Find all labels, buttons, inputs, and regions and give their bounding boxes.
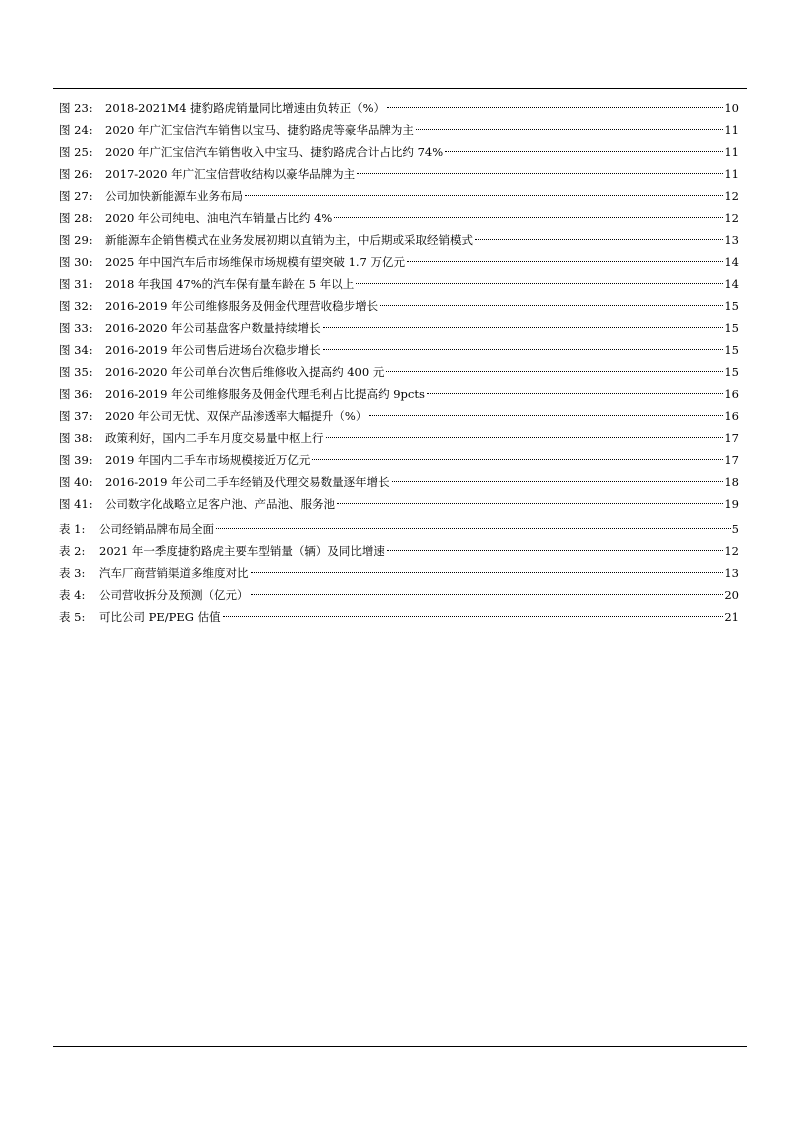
- entry-page: 12: [724, 189, 739, 203]
- entry-title: 2020 年公司无忧、双保产品渗透率大幅提升（%）: [105, 409, 368, 423]
- entry-page: 15: [724, 321, 739, 335]
- toc-entry[interactable]: [59, 606, 739, 628]
- entry-title: 可比公司 PE/PEG 估值: [99, 610, 221, 624]
- dot-leader: [387, 107, 723, 108]
- entry-label: 图 33:: [59, 321, 93, 335]
- entry-page: 13: [724, 233, 739, 247]
- entry-page: 13: [724, 566, 739, 580]
- entry-page: 16: [724, 409, 739, 423]
- entry-label: 图 41:: [59, 497, 93, 511]
- toc-entry[interactable]: [59, 449, 739, 471]
- entry-label: 图 37:: [59, 409, 93, 423]
- dot-leader: [334, 217, 723, 218]
- dot-leader: [323, 327, 724, 328]
- toc-entry[interactable]: [59, 405, 739, 427]
- entry-page: 11: [724, 123, 739, 137]
- entry-page: 19: [724, 497, 739, 511]
- toc-entry[interactable]: [59, 518, 739, 540]
- entry-page: 15: [724, 365, 739, 379]
- entry-title: 2016-2020 年公司基盘客户数量持续增长: [105, 321, 321, 335]
- entry-label: 表 4:: [59, 588, 86, 602]
- entry-page: 14: [724, 255, 739, 269]
- dot-leader: [245, 195, 723, 196]
- dot-leader: [475, 239, 723, 240]
- toc-entry[interactable]: [59, 163, 739, 185]
- header-rule: [53, 88, 747, 89]
- entry-title: 2020 年公司纯电、油电汽车销量占比约 4%: [105, 211, 333, 225]
- entry-title: 2017-2020 年广汇宝信营收结构以豪华品牌为主: [105, 167, 356, 181]
- entry-page: 17: [724, 431, 739, 445]
- entry-title: 2018 年我国 47%的汽车保有量车龄在 5 年以上: [105, 277, 355, 291]
- table-list: [59, 518, 739, 628]
- entry-label: 图 24:: [59, 123, 93, 137]
- entry-label: 图 35:: [59, 365, 93, 379]
- toc-entry[interactable]: [59, 119, 739, 141]
- dot-leader: [251, 572, 724, 573]
- dot-leader: [357, 173, 723, 174]
- toc-entry[interactable]: [59, 251, 739, 273]
- dot-leader: [392, 481, 724, 482]
- entry-label: 图 32:: [59, 299, 93, 313]
- entry-page: 12: [724, 544, 739, 558]
- entry-label: 图 23:: [59, 101, 93, 115]
- entry-label: 表 2:: [59, 544, 86, 558]
- entry-page: 14: [724, 277, 739, 291]
- entry-label: 图 28:: [59, 211, 93, 225]
- entry-title: 2016-2019 年公司二手车经销及代理交易数量逐年增长: [105, 475, 390, 489]
- dot-leader: [326, 437, 724, 438]
- entry-title: 2019 年国内二手车市场规模接近万亿元: [105, 453, 311, 467]
- dot-leader: [216, 528, 731, 529]
- entry-page: 18: [724, 475, 739, 489]
- toc-entry[interactable]: [59, 339, 739, 361]
- toc-entry[interactable]: [59, 97, 739, 119]
- entry-label: 图 36:: [59, 387, 93, 401]
- entry-label: 图 26:: [59, 167, 93, 181]
- entry-page: 10: [724, 101, 739, 115]
- dot-leader: [445, 151, 723, 152]
- toc-entry[interactable]: [59, 207, 739, 229]
- entry-label: 图 31:: [59, 277, 93, 291]
- toc-entry[interactable]: [59, 471, 739, 493]
- entry-title: 公司经销品牌布局全面: [99, 522, 214, 536]
- entry-title: 公司营收拆分及预测（亿元）: [99, 588, 249, 602]
- entry-label: 图 40:: [59, 475, 93, 489]
- entry-title: 2020 年广汇宝信汽车销售收入中宝马、捷豹路虎合计占比约 74%: [105, 145, 444, 159]
- entry-label: 图 38:: [59, 431, 93, 445]
- dot-leader: [386, 371, 723, 372]
- entry-title: 2016-2019 年公司维修服务及佣金代理营收稳步增长: [105, 299, 379, 313]
- entry-title: 政策利好，国内二手车月度交易量中枢上行: [105, 431, 324, 445]
- dot-leader: [323, 349, 724, 350]
- entry-title: 汽车厂商营销渠道多维度对比: [99, 566, 249, 580]
- toc-entry[interactable]: [59, 540, 739, 562]
- dot-leader: [356, 283, 723, 284]
- entry-title: 2018-2021M4 捷豹路虎销量同比增速由负转正（%）: [105, 101, 386, 115]
- entry-label: 图 39:: [59, 453, 93, 467]
- entry-title: 新能源车企销售模式在业务发展初期以直销为主，中后期或采取经销模式: [105, 233, 473, 247]
- toc-entry[interactable]: [59, 185, 739, 207]
- toc-entry[interactable]: [59, 493, 739, 515]
- toc-entry[interactable]: [59, 141, 739, 163]
- toc-entry[interactable]: [59, 361, 739, 383]
- dot-leader: [407, 261, 723, 262]
- entry-label: 图 25:: [59, 145, 93, 159]
- dot-leader: [380, 305, 723, 306]
- entry-page: 5: [731, 522, 739, 536]
- entry-label: 图 29:: [59, 233, 93, 247]
- entry-label: 图 27:: [59, 189, 93, 203]
- entry-title: 2016-2019 年公司维修服务及佣金代理毛利占比提高约 9pcts: [105, 387, 425, 401]
- entry-page: 16: [724, 387, 739, 401]
- entry-label: 图 30:: [59, 255, 93, 269]
- entry-page: 20: [724, 588, 739, 602]
- dot-leader: [312, 459, 723, 460]
- entry-title: 2016-2020 年公司单台次售后维修收入提高约 400 元: [105, 365, 385, 379]
- entry-title: 2021 年一季度捷豹路虎主要车型销量（辆）及同比增速: [99, 544, 385, 558]
- entry-title: 2020 年广汇宝信汽车销售以宝马、捷豹路虎等豪华品牌为主: [105, 123, 414, 137]
- entry-title: 公司加快新能源车业务布局: [105, 189, 243, 203]
- toc-entry[interactable]: [59, 229, 739, 251]
- toc-entry[interactable]: [59, 584, 739, 606]
- entry-page: 11: [724, 145, 739, 159]
- toc-entry[interactable]: [59, 562, 739, 584]
- entry-label: 表 5:: [59, 610, 86, 624]
- dot-leader: [369, 415, 723, 416]
- entry-page: 15: [724, 343, 739, 357]
- toc-entry[interactable]: [59, 295, 739, 317]
- entry-page: 17: [724, 453, 739, 467]
- figure-list: [59, 97, 739, 515]
- dot-leader: [223, 616, 724, 617]
- entry-label: 表 3:: [59, 566, 86, 580]
- toc-entry[interactable]: [59, 317, 739, 339]
- dot-leader: [416, 129, 723, 130]
- entry-page: 21: [724, 610, 739, 624]
- toc-entry[interactable]: [59, 383, 739, 405]
- entry-page: 11: [724, 167, 739, 181]
- dot-leader: [387, 550, 723, 551]
- toc-entry[interactable]: [59, 273, 739, 295]
- footer-rule: [53, 1046, 747, 1047]
- entry-title: 公司数字化战略立足客户池、产品池、服务池: [105, 497, 335, 511]
- toc-entry[interactable]: [59, 427, 739, 449]
- dot-leader: [427, 393, 723, 394]
- entry-label: 表 1:: [59, 522, 86, 536]
- entry-title: 2016-2019 年公司售后进场台次稳步增长: [105, 343, 321, 357]
- entry-label: 图 34:: [59, 343, 93, 357]
- entry-title: 2025 年中国汽车后市场维保市场规模有望突破 1.7 万亿元: [105, 255, 406, 269]
- dot-leader: [251, 594, 724, 595]
- entry-page: 12: [724, 211, 739, 225]
- entry-page: 15: [724, 299, 739, 313]
- dot-leader: [337, 503, 723, 504]
